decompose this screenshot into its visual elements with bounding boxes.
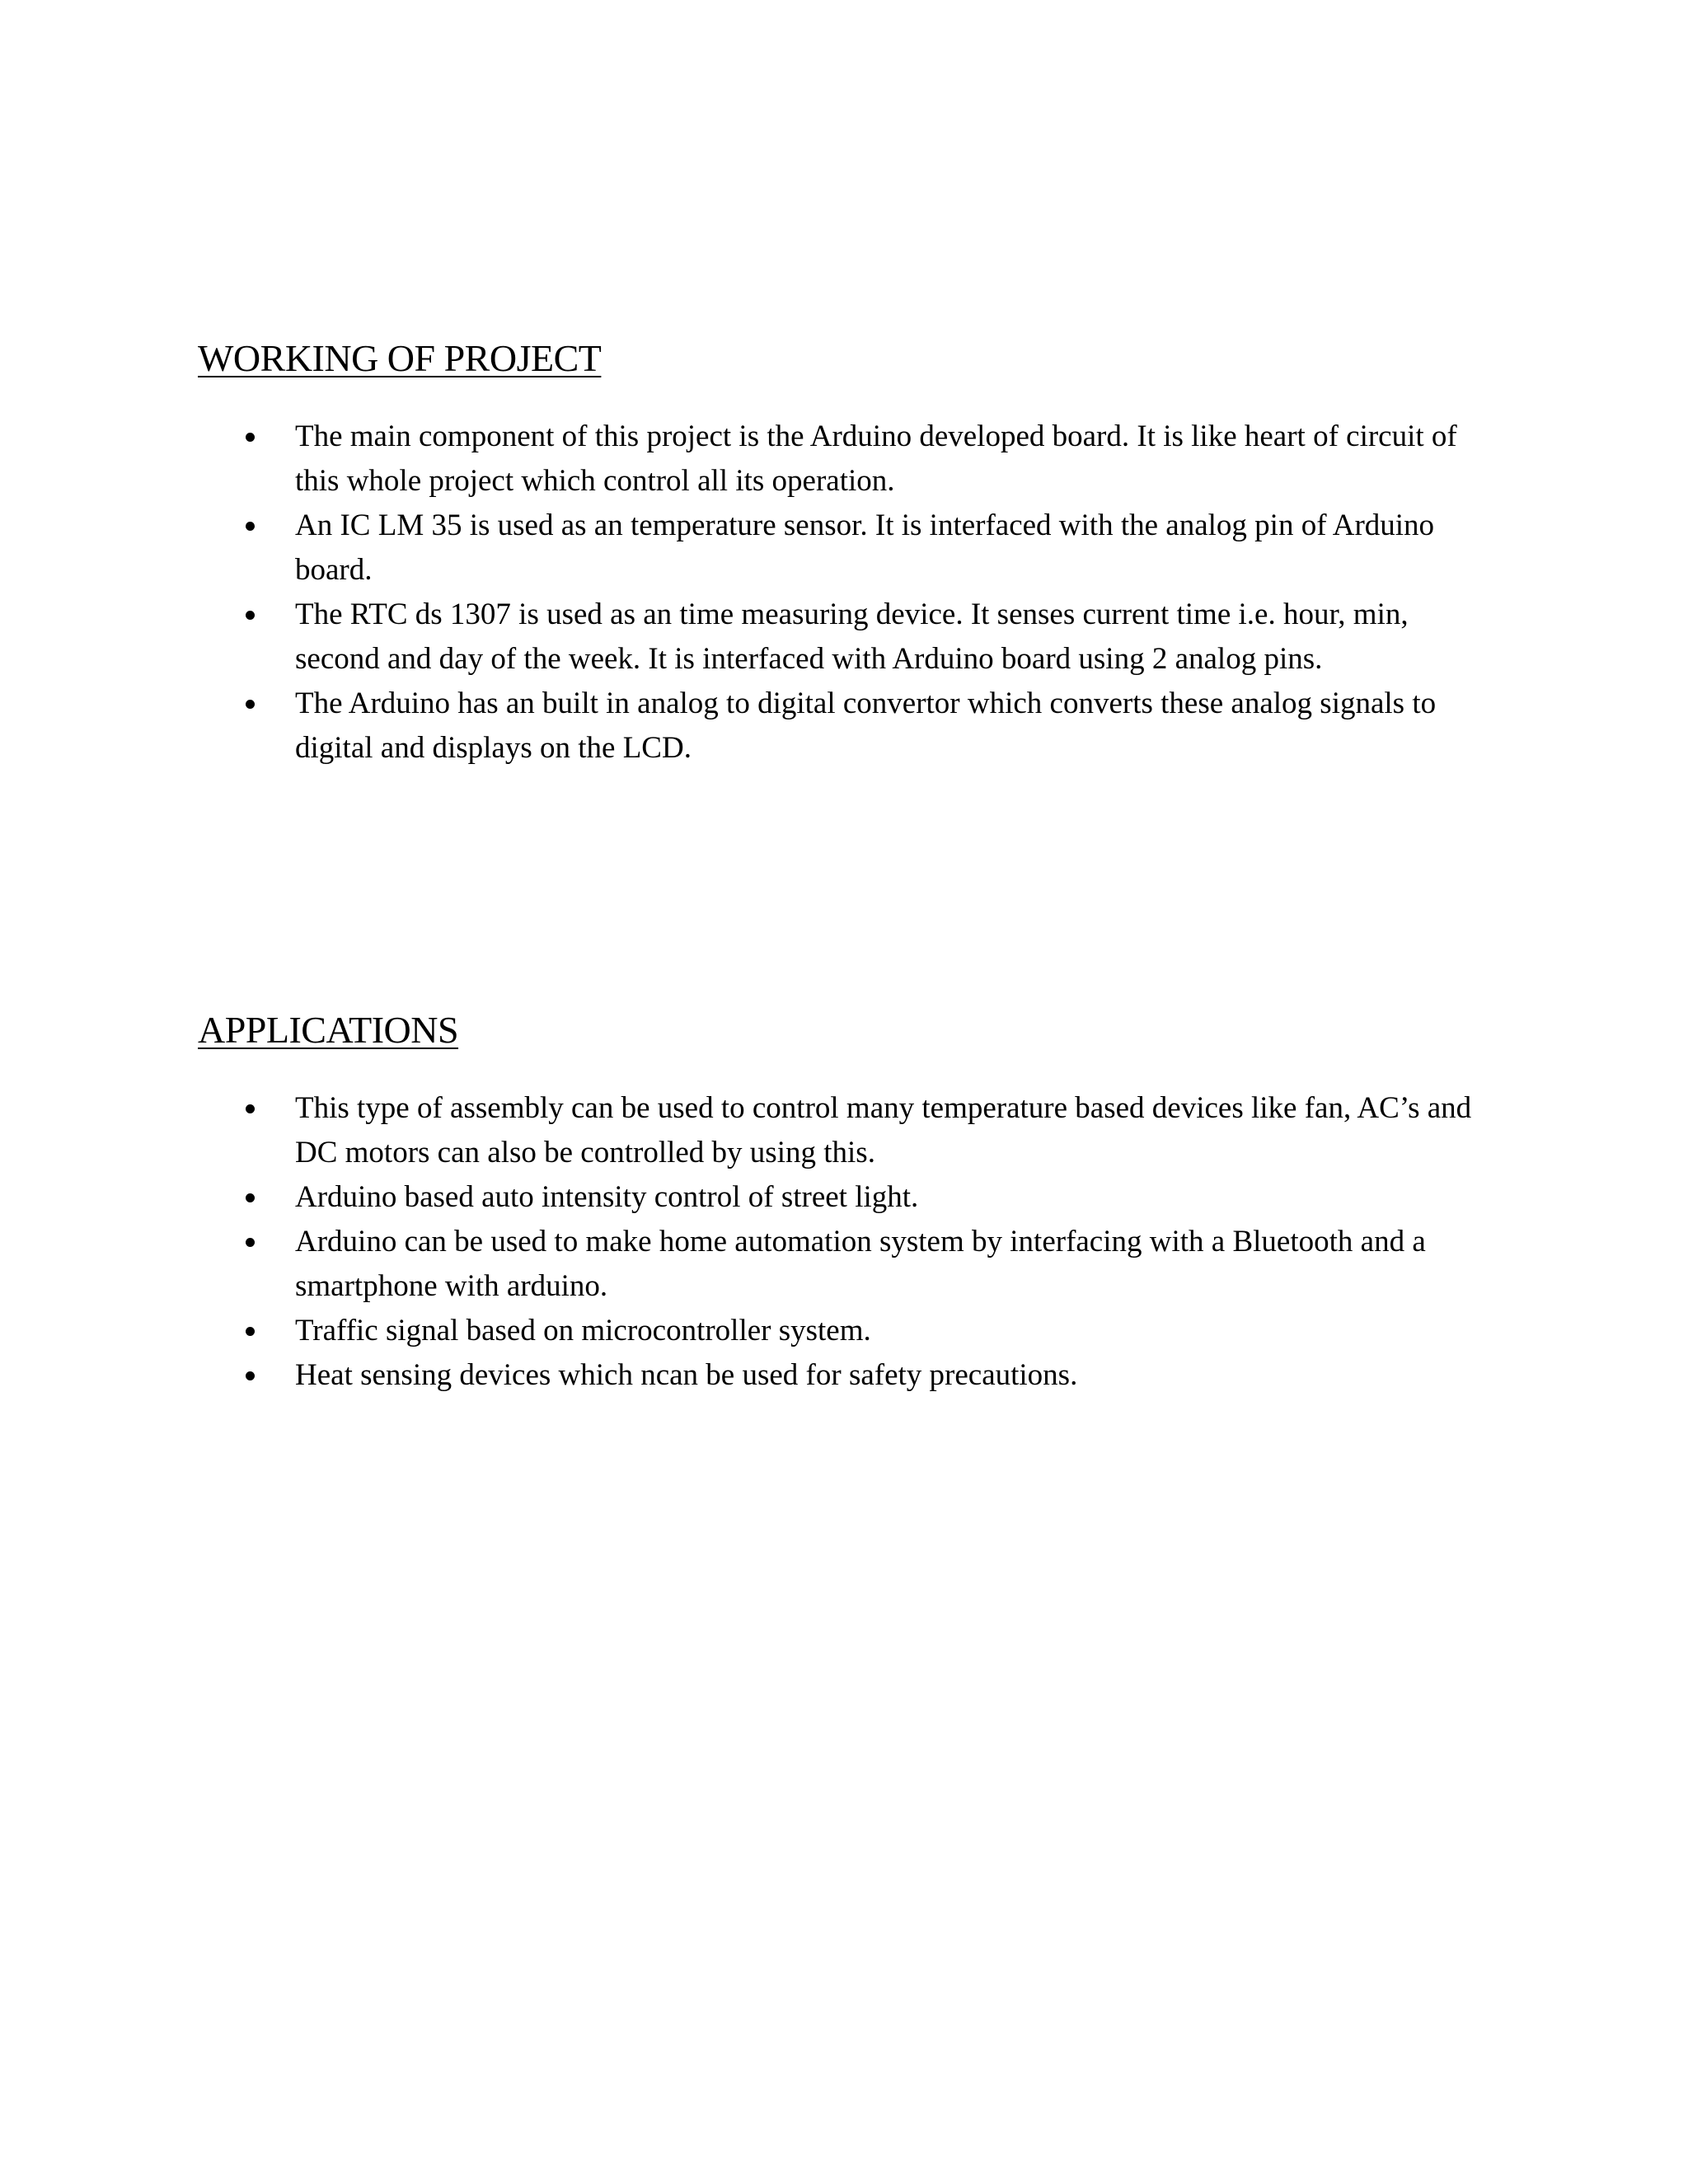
list-item-text: The main component of this project is the Arduino developed board. It is like heart of circuit of this whole project which control all its operation. [295, 419, 1457, 498]
bullet-icon [246, 1327, 255, 1336]
list-item-text: This type of assembly can be used to control many temperature based devices like fan, AC’s and DC motors can also be controlled by using this. [295, 1091, 1472, 1169]
working-bullet-list [198, 415, 1484, 771]
list-item [198, 1220, 1498, 1309]
bullet-icon [246, 1371, 255, 1380]
list-item [198, 415, 1498, 504]
list-item-text: Arduino based auto intensity control of street light. [295, 1180, 919, 1214]
list-item [198, 1086, 1498, 1175]
list-item [198, 504, 1498, 593]
list-item-text: An IC LM 35 is used as an temperature sensor. It is interfaced with the analog pin of Arduino board. [295, 509, 1435, 587]
list-item [198, 593, 1498, 682]
bullet-icon [246, 1238, 255, 1247]
list-item [198, 1309, 1498, 1353]
list-item-text: The Arduino has an built in analog to digital convertor which converts these analog signals to digital and displays on the LCD. [295, 687, 1437, 765]
bullet-icon [246, 522, 255, 531]
section-heading-working: WORKING OF PROJECT [198, 337, 602, 379]
bullet-icon [246, 700, 255, 709]
list-item [198, 1353, 1498, 1398]
list-item-text: Heat sensing devices which ncan be used for safety precautions. [295, 1358, 1078, 1392]
list-item [198, 1175, 1498, 1220]
applications-bullet-list [198, 1086, 1484, 1398]
working-of-project-section [198, 334, 1484, 771]
bullet-icon [246, 433, 255, 442]
list-item-text: Traffic signal based on microcontroller system. [295, 1314, 871, 1347]
applications-section [198, 1005, 1484, 1398]
list-item-text: Arduino can be used to make home automation system by interfacing with a Bluetooth and a smartphone with arduino. [295, 1225, 1426, 1303]
bullet-icon [246, 1104, 255, 1113]
list-item-text: The RTC ds 1307 is used as an time measuring device. It senses current time i.e. hour, min, second and day of the week. It is interfaced with Arduino board using 2 analog pins. [295, 598, 1409, 676]
bullet-icon [246, 1193, 255, 1202]
list-item [198, 682, 1498, 771]
section-heading-applications: APPLICATIONS [198, 1009, 459, 1051]
bullet-icon [246, 611, 255, 620]
